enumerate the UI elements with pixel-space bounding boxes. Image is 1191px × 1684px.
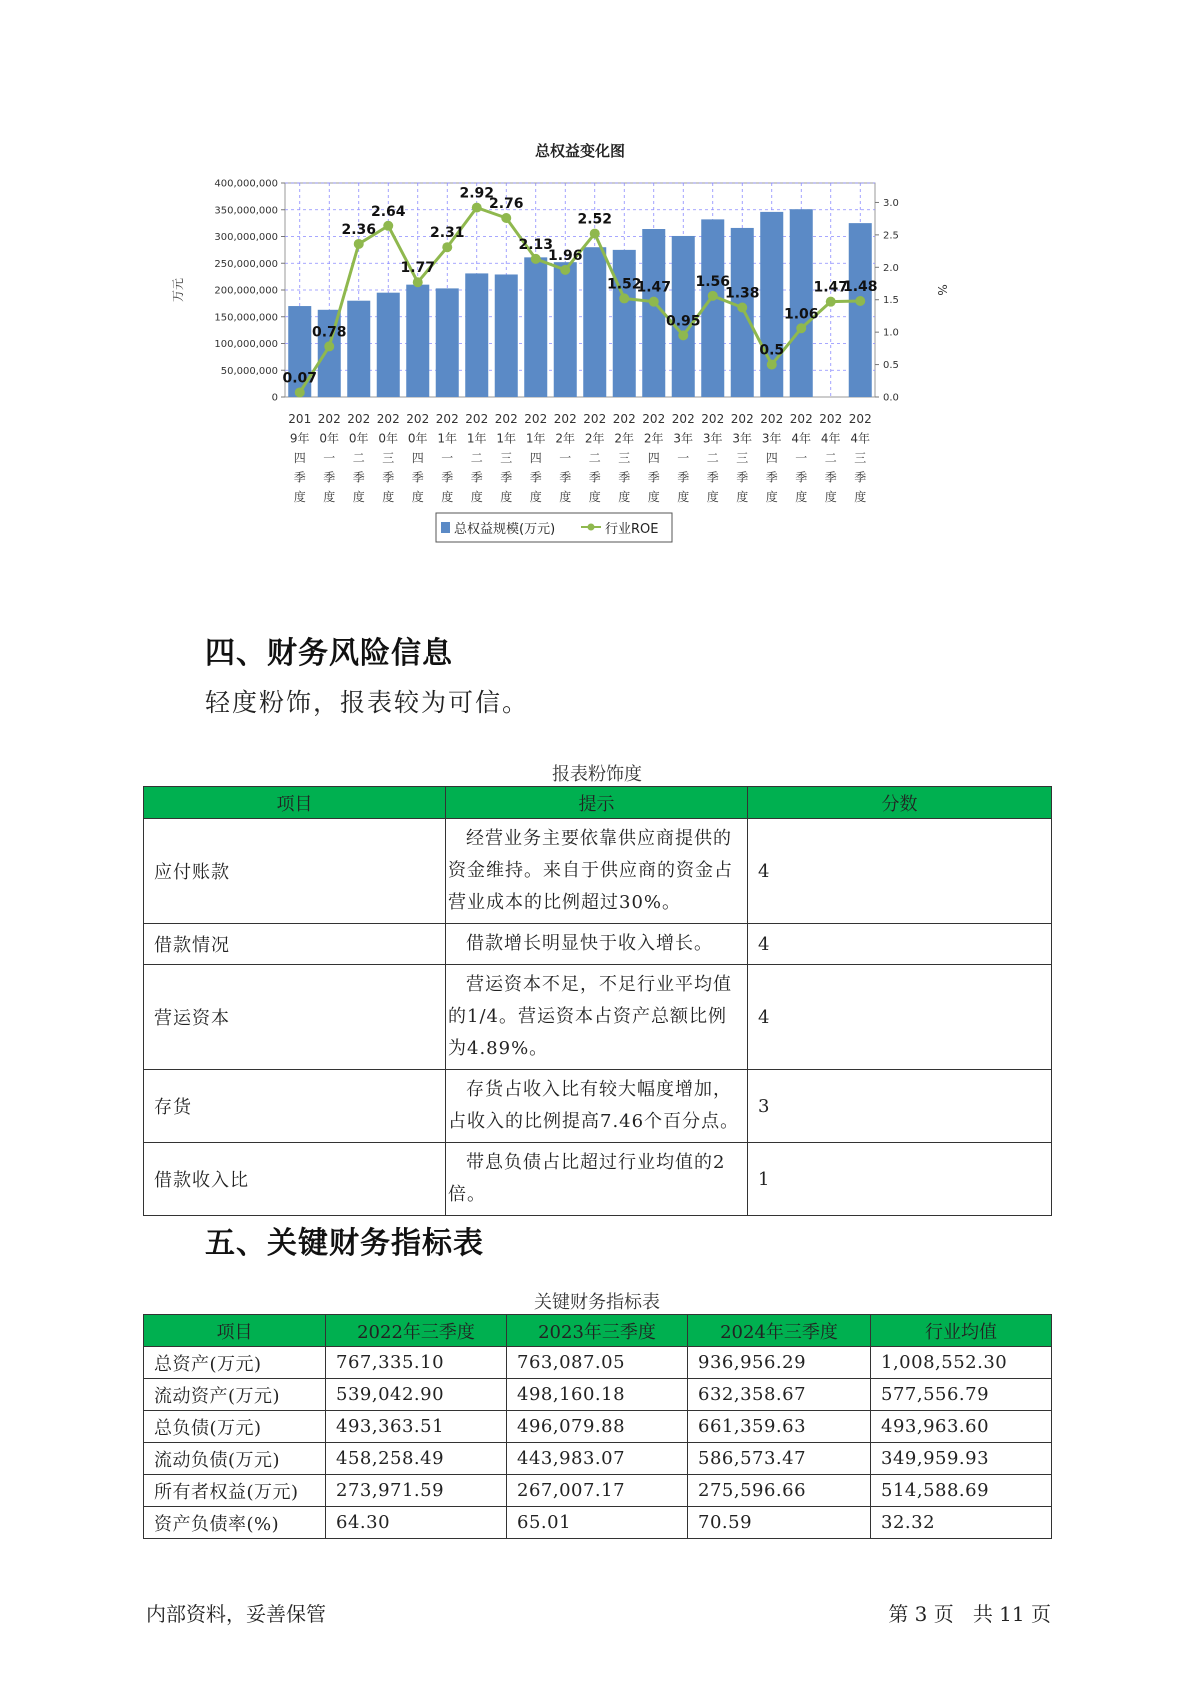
x-tick-label: 三 xyxy=(500,451,513,465)
roe-data-label: 2.92 xyxy=(459,185,495,202)
bar xyxy=(583,247,606,397)
x-tick-label: 4年 xyxy=(850,431,871,446)
kpi-table-caption: 关键财务指标表 xyxy=(534,1292,660,1313)
x-tick-label: 度 xyxy=(736,490,749,504)
x-tick-label: 度 xyxy=(559,490,572,504)
roe-point xyxy=(531,254,541,264)
table-row xyxy=(144,924,1052,965)
x-tick-label: 三 xyxy=(618,451,631,465)
risk-item: 营运资本 xyxy=(144,965,446,1070)
kpi-value: 273,971.59 xyxy=(326,1475,507,1507)
roe-point xyxy=(354,239,364,249)
roe-point xyxy=(472,203,482,213)
roe-point xyxy=(442,242,452,252)
x-tick-label: 四 xyxy=(765,451,778,465)
kpi-value: 577,556.79 xyxy=(871,1379,1052,1411)
table-row xyxy=(144,965,1052,1070)
kpi-item: 总资产(万元) xyxy=(144,1347,326,1379)
x-tick-label: 季 xyxy=(352,470,365,485)
x-tick-label: 4年 xyxy=(791,431,812,446)
col-header-item: 项目 xyxy=(144,787,446,819)
roe-point xyxy=(708,291,718,301)
risk-tip: 营运资本不足，不足行业平均值的1/4。营运资本占资产总额比例为4.89%。 xyxy=(446,965,748,1070)
x-tick-label: 201 xyxy=(288,412,312,426)
col-header-2024q3: 2024年三季度 xyxy=(688,1315,871,1347)
roe-data-label: 2.52 xyxy=(577,211,613,228)
chart-title: 总权益变化图 xyxy=(534,142,626,160)
roe-data-label: 2.76 xyxy=(488,196,524,213)
y2-tick-label: 0.5 xyxy=(883,360,899,372)
roe-data-label: 2.64 xyxy=(370,203,406,220)
roe-data-label: 0.95 xyxy=(665,313,701,330)
section-heading-key-indicators: 五、关键财务指标表 xyxy=(205,1226,484,1261)
x-tick-label: 三 xyxy=(854,451,867,465)
risk-score: 4 xyxy=(748,965,1052,1070)
bar xyxy=(436,288,459,397)
x-tick-label: 四 xyxy=(411,451,424,465)
bar xyxy=(377,293,400,397)
x-tick-label: 度 xyxy=(765,490,778,504)
y-tick-label: 400,000,000 xyxy=(214,178,278,190)
x-tick-label: 202 xyxy=(317,412,341,426)
x-tick-label: 季 xyxy=(854,470,867,485)
bar xyxy=(524,257,547,397)
kpi-value: 496,079.88 xyxy=(507,1411,688,1443)
x-tick-label: 季 xyxy=(529,470,542,485)
x-tick-label: 度 xyxy=(618,490,631,504)
kpi-item: 资产负债率(%) xyxy=(144,1507,326,1539)
y-tick-label: 250,000,000 xyxy=(214,258,278,270)
bar xyxy=(790,209,813,397)
col-header-industry-avg: 行业均值 xyxy=(871,1315,1052,1347)
x-tick-label: 二 xyxy=(470,451,483,465)
x-tick-label: 四 xyxy=(647,451,660,465)
table-row xyxy=(144,819,1052,924)
bar xyxy=(613,250,636,397)
x-tick-label: 202 xyxy=(848,412,872,426)
x-tick-label: 202 xyxy=(671,412,695,426)
roe-point xyxy=(295,387,305,397)
x-tick-label: 度 xyxy=(795,490,808,504)
risk-score: 3 xyxy=(748,1070,1052,1143)
roe-data-label: 1.52 xyxy=(606,276,642,293)
x-tick-label: 1年 xyxy=(525,431,546,446)
y-tick-label: 350,000,000 xyxy=(214,205,278,217)
table-row xyxy=(144,1411,1052,1443)
x-tick-label: 一 xyxy=(441,451,454,465)
table-row xyxy=(144,1347,1052,1379)
x-tick-label: 季 xyxy=(824,470,837,485)
roe-point xyxy=(855,296,865,306)
x-tick-label: 202 xyxy=(701,412,725,426)
x-tick-label: 四 xyxy=(529,451,542,465)
x-tick-label: 度 xyxy=(382,490,395,504)
x-tick-label: 202 xyxy=(760,412,784,426)
y2-axis-label: % xyxy=(935,284,949,296)
x-tick-label: 二 xyxy=(706,451,719,465)
y-tick-label: 200,000,000 xyxy=(214,285,278,297)
kpi-value: 64.30 xyxy=(326,1507,507,1539)
x-tick-label: 四 xyxy=(293,451,306,465)
x-tick-label: 三 xyxy=(736,451,749,465)
col-header-2023q3: 2023年三季度 xyxy=(507,1315,688,1347)
risk-item: 存货 xyxy=(144,1070,446,1143)
x-tick-label: 一 xyxy=(677,451,690,465)
x-tick-label: 0年 xyxy=(407,431,428,446)
x-tick-label: 季 xyxy=(500,470,513,485)
roe-point xyxy=(413,277,423,287)
roe-data-label: 2.36 xyxy=(341,221,377,238)
legend-label-equity: 总权益规模(万元) xyxy=(454,522,556,537)
roe-data-label: 1.48 xyxy=(842,279,878,296)
section-heading-financial-risk: 四、财务风险信息 xyxy=(205,636,453,671)
table-row xyxy=(144,1443,1052,1475)
equity-chart xyxy=(160,140,1040,590)
x-tick-label: 季 xyxy=(618,470,631,485)
risk-item: 借款收入比 xyxy=(144,1143,446,1216)
x-tick-label: 季 xyxy=(765,470,778,485)
kpi-value: 267,007.17 xyxy=(507,1475,688,1507)
risk-summary: 轻度粉饰，报表较为可信。 xyxy=(205,688,530,717)
roe-point xyxy=(767,360,777,370)
roe-data-label: 0.07 xyxy=(282,370,318,387)
y2-tick-label: 2.5 xyxy=(883,230,899,242)
x-tick-label: 202 xyxy=(583,412,607,426)
y-axis-label: 万元 xyxy=(171,277,185,303)
roe-data-label: 1.06 xyxy=(783,306,819,323)
risk-tip: 借款增长明显快于收入增长。 xyxy=(446,924,748,965)
y-tick-label: 100,000,000 xyxy=(214,339,278,350)
risk-score: 4 xyxy=(748,819,1052,924)
x-tick-label: 一 xyxy=(323,451,336,465)
roe-data-label: 1.38 xyxy=(724,285,760,302)
roe-data-label: 1.47 xyxy=(636,279,672,296)
roe-data-label: 2.31 xyxy=(429,225,465,242)
x-tick-label: 度 xyxy=(500,490,513,504)
kpi-item: 流动资产(万元) xyxy=(144,1379,326,1411)
x-tick-label: 二 xyxy=(588,451,601,465)
x-tick-label: 2年 xyxy=(614,431,635,446)
x-tick-label: 季 xyxy=(647,470,660,485)
x-tick-label: 3年 xyxy=(673,431,694,446)
x-tick-label: 202 xyxy=(347,412,371,426)
kpi-value: 349,959.93 xyxy=(871,1443,1052,1475)
x-tick-label: 202 xyxy=(612,412,636,426)
footer-page-number: 第 3 页 共 11 页 xyxy=(888,1602,1051,1626)
bar xyxy=(406,285,429,397)
x-tick-label: 3年 xyxy=(702,431,723,446)
bar xyxy=(554,262,577,397)
x-tick-label: 季 xyxy=(293,470,306,485)
x-tick-label: 度 xyxy=(706,490,719,504)
x-tick-label: 季 xyxy=(411,470,424,485)
x-tick-label: 度 xyxy=(411,490,424,504)
x-tick-label: 季 xyxy=(559,470,572,485)
x-tick-label: 2年 xyxy=(555,431,576,446)
y2-tick-label: 1.0 xyxy=(883,327,899,339)
risk-item: 借款情况 xyxy=(144,924,446,965)
x-tick-label: 一 xyxy=(559,451,572,465)
bar xyxy=(465,273,488,397)
kpi-value: 514,588.69 xyxy=(871,1475,1052,1507)
x-tick-label: 季 xyxy=(736,470,749,485)
x-tick-label: 202 xyxy=(730,412,754,426)
risk-score: 4 xyxy=(748,924,1052,965)
kpi-value: 275,596.66 xyxy=(688,1475,871,1507)
x-tick-label: 季 xyxy=(795,470,808,485)
kpi-value: 70.59 xyxy=(688,1507,871,1539)
x-tick-label: 度 xyxy=(352,490,365,504)
roe-data-label: 0.78 xyxy=(311,324,347,341)
roe-data-label: 0.5 xyxy=(759,342,785,359)
roe-point xyxy=(560,265,570,275)
x-tick-label: 度 xyxy=(529,490,542,504)
x-tick-label: 202 xyxy=(406,412,430,426)
x-tick-label: 202 xyxy=(524,412,548,426)
roe-data-label: 1.77 xyxy=(400,260,436,277)
x-tick-label: 202 xyxy=(494,412,518,426)
x-tick-label: 季 xyxy=(323,470,336,485)
col-header-2022q3: 2022年三季度 xyxy=(326,1315,507,1347)
x-tick-label: 季 xyxy=(588,470,601,485)
x-tick-label: 度 xyxy=(293,490,306,504)
y-tick-label: 300,000,000 xyxy=(214,232,278,243)
table-row xyxy=(144,1475,1052,1507)
roe-point xyxy=(619,293,629,303)
kpi-item: 总负债(万元) xyxy=(144,1411,326,1443)
risk-tip: 经营业务主要依靠供应商提供的资金维持。来自于供应商的资金占营业成本的比例超过30%。 xyxy=(446,819,748,924)
kpi-table xyxy=(143,1314,1052,1539)
x-tick-label: 3年 xyxy=(732,431,753,446)
x-tick-label: 度 xyxy=(470,490,483,504)
kpi-value: 493,363.51 xyxy=(326,1411,507,1443)
kpi-value: 632,358.67 xyxy=(688,1379,871,1411)
risk-tip: 存货占收入比有较大幅度增加，占收入的比例提高7.46个百分点。 xyxy=(446,1070,748,1143)
x-tick-label: 2年 xyxy=(643,431,664,446)
roe-point xyxy=(649,297,659,307)
table-row xyxy=(144,1070,1052,1143)
risk-table-caption: 报表粉饰度 xyxy=(552,764,642,785)
col-header-score: 分数 xyxy=(748,787,1052,819)
kpi-value: 586,573.47 xyxy=(688,1443,871,1475)
x-tick-label: 9年 xyxy=(289,431,310,446)
kpi-item: 流动负债(万元) xyxy=(144,1443,326,1475)
kpi-value: 661,359.63 xyxy=(688,1411,871,1443)
x-tick-label: 度 xyxy=(588,490,601,504)
x-tick-label: 202 xyxy=(376,412,400,426)
table-row xyxy=(144,1379,1052,1411)
x-tick-label: 202 xyxy=(789,412,813,426)
risk-table xyxy=(143,786,1052,1216)
footer-confidential-note: 内部资料，妥善保管 xyxy=(146,1602,326,1626)
x-tick-label: 202 xyxy=(465,412,489,426)
x-tick-label: 0年 xyxy=(348,431,369,446)
x-tick-label: 0年 xyxy=(319,431,340,446)
col-header-tip: 提示 xyxy=(446,787,748,819)
x-tick-label: 度 xyxy=(854,490,867,504)
x-tick-label: 季 xyxy=(441,470,454,485)
table-row xyxy=(144,1143,1052,1216)
roe-data-label: 1.96 xyxy=(547,247,583,264)
roe-point xyxy=(501,213,511,223)
y-tick-label: 0 xyxy=(271,392,278,404)
x-tick-label: 1年 xyxy=(437,431,458,446)
x-tick-label: 202 xyxy=(819,412,843,426)
y2-tick-label: 3.0 xyxy=(883,197,899,209)
kpi-value: 763,087.05 xyxy=(507,1347,688,1379)
y2-tick-label: 0.0 xyxy=(883,392,899,404)
risk-item: 应付账款 xyxy=(144,819,446,924)
table-row xyxy=(144,1507,1052,1539)
kpi-value: 498,160.18 xyxy=(507,1379,688,1411)
y2-tick-label: 2.0 xyxy=(883,262,899,274)
kpi-value: 1,008,552.30 xyxy=(871,1347,1052,1379)
roe-point xyxy=(678,330,688,340)
kpi-value: 65.01 xyxy=(507,1507,688,1539)
kpi-value: 936,956.29 xyxy=(688,1347,871,1379)
x-tick-label: 一 xyxy=(795,451,808,465)
x-tick-label: 1年 xyxy=(496,431,517,446)
roe-data-label: 1.47 xyxy=(813,279,849,296)
legend-label-roe: 行业ROE xyxy=(605,522,659,537)
x-tick-label: 度 xyxy=(323,490,336,504)
x-tick-label: 度 xyxy=(441,490,454,504)
kpi-item: 所有者权益(万元) xyxy=(144,1475,326,1507)
kpi-table-header xyxy=(144,1315,1052,1347)
kpi-value: 767,335.10 xyxy=(326,1347,507,1379)
risk-score: 1 xyxy=(748,1143,1052,1216)
roe-point xyxy=(324,341,334,351)
bar xyxy=(347,301,370,397)
y-tick-label: 150,000,000 xyxy=(214,312,278,324)
x-tick-label: 1年 xyxy=(466,431,487,446)
bar xyxy=(495,274,518,397)
roe-point xyxy=(737,303,747,313)
col-header-item: 项目 xyxy=(144,1315,326,1347)
x-tick-label: 2年 xyxy=(584,431,605,446)
roe-point xyxy=(796,323,806,333)
y2-tick-label: 1.5 xyxy=(883,295,899,307)
kpi-value: 493,963.60 xyxy=(871,1411,1052,1443)
x-tick-label: 季 xyxy=(706,470,719,485)
risk-tip: 带息负债占比超过行业均值的2倍。 xyxy=(446,1143,748,1216)
kpi-value: 32.32 xyxy=(871,1507,1052,1539)
x-tick-label: 0年 xyxy=(378,431,399,446)
kpi-value: 458,258.49 xyxy=(326,1443,507,1475)
roe-data-label: 1.56 xyxy=(695,273,731,290)
kpi-value: 443,983.07 xyxy=(507,1443,688,1475)
x-tick-label: 二 xyxy=(352,451,365,465)
roe-point xyxy=(826,297,836,307)
x-tick-label: 季 xyxy=(677,470,690,485)
x-tick-label: 202 xyxy=(553,412,577,426)
bar xyxy=(849,223,872,397)
x-tick-label: 二 xyxy=(824,451,837,465)
risk-table-header xyxy=(144,787,1052,819)
roe-point xyxy=(383,221,393,231)
kpi-value: 539,042.90 xyxy=(326,1379,507,1411)
roe-point xyxy=(590,229,600,239)
roe-data-label: 2.13 xyxy=(518,236,554,253)
x-tick-label: 三 xyxy=(382,451,395,465)
legend-swatch-roe-point xyxy=(588,524,595,531)
x-tick-label: 4年 xyxy=(820,431,841,446)
x-tick-label: 3年 xyxy=(761,431,782,446)
x-tick-label: 度 xyxy=(647,490,660,504)
legend-swatch-equity xyxy=(441,522,450,533)
x-tick-label: 度 xyxy=(677,490,690,504)
x-tick-label: 季 xyxy=(382,470,395,485)
x-tick-label: 季 xyxy=(470,470,483,485)
x-tick-label: 度 xyxy=(824,490,837,504)
y-tick-label: 50,000,000 xyxy=(220,365,278,377)
x-tick-label: 202 xyxy=(435,412,459,426)
x-tick-label: 202 xyxy=(642,412,666,426)
